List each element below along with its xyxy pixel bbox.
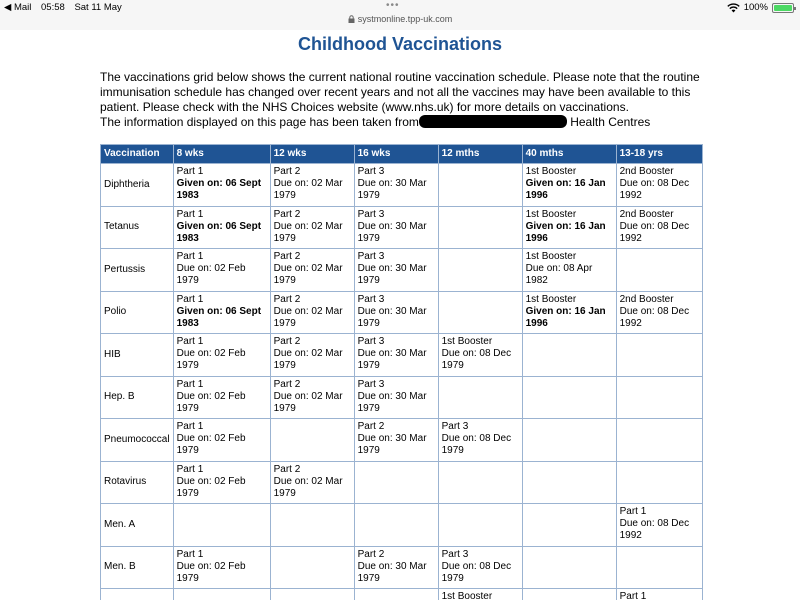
due-date: Due on: 02 Feb 1979 <box>176 348 246 371</box>
battery-icon <box>772 3 794 13</box>
schedule-cell <box>438 419 522 462</box>
dose-label: Part 3 <box>357 166 385 177</box>
status-left <box>4 2 129 13</box>
dose-label: Part 1 <box>619 591 647 600</box>
grid-header-row <box>101 145 703 164</box>
schedule-cell <box>522 291 616 334</box>
due-date: Due on: 30 Mar 1979 <box>357 220 427 244</box>
schedule-cell <box>438 504 522 547</box>
vaccine-name: Men. B <box>101 546 174 589</box>
due-date: Due on: 30 Mar 1979 <box>357 305 427 329</box>
due-date: Due on: 02 Feb 1979 <box>176 433 246 456</box>
schedule-cell <box>173 291 270 334</box>
due-date: Due on: 02 Mar 1979 <box>273 220 343 244</box>
schedule-cell <box>522 334 616 377</box>
dose-label: Part 2 <box>273 463 301 475</box>
dose-label: 2nd Booster <box>619 208 674 220</box>
due-date: Due on: 02 Mar 1979 <box>273 475 343 499</box>
vaccine-name: Diphtheria <box>101 164 174 207</box>
dose-label: Part 3 <box>441 548 469 560</box>
schedule-cell <box>354 291 438 334</box>
given-date: Given on: 06 Sept 1983 <box>176 305 262 329</box>
due-date: Due on: 02 Mar 1979 <box>273 178 343 201</box>
due-date: Due on: 02 Feb 1979 <box>176 390 246 414</box>
schedule-cell <box>354 164 438 207</box>
address-bar[interactable] <box>0 14 800 24</box>
schedule-cell <box>616 206 702 249</box>
vaccine-name: Hep. B <box>101 376 174 419</box>
source-line <box>100 115 710 130</box>
dose-label: Part 1 <box>176 208 204 220</box>
dose-label: Part 2 <box>357 421 385 432</box>
schedule-cell <box>270 589 354 600</box>
schedule-cell <box>438 376 522 419</box>
schedule-cell <box>616 249 702 292</box>
due-date: Due on: 30 Mar 1979 <box>357 390 427 414</box>
dose-label: Part 1 <box>176 166 204 177</box>
schedule-cell <box>438 589 522 600</box>
schedule-cell <box>173 334 270 377</box>
schedule-cell <box>354 334 438 377</box>
due-date: Due on: 30 Mar 1979 <box>357 263 427 286</box>
due-date: Due on: 30 Mar 1979 <box>357 348 427 371</box>
schedule-cell <box>522 249 616 292</box>
schedule-cell <box>522 419 616 462</box>
schedule-cell <box>616 376 702 419</box>
dose-label: 1st Booster <box>525 293 577 305</box>
dose-label: Part 3 <box>357 293 385 305</box>
dose-label: 1st Booster <box>525 166 577 177</box>
vaccine-name: HIB <box>101 334 174 377</box>
due-date: Due on: 30 Mar 1979 <box>357 433 427 456</box>
column-header-age: 12 mths <box>438 145 522 164</box>
vaccine-name: Polio <box>101 291 174 334</box>
schedule-cell <box>438 334 522 377</box>
schedule-cell <box>270 206 354 249</box>
ios-status-bar <box>0 0 800 30</box>
due-date: Due on: 30 Mar 1979 <box>357 560 427 584</box>
dose-label: Part 1 <box>176 421 204 432</box>
schedule-cell <box>270 504 354 547</box>
due-date: Due on: 08 Dec 1992 <box>619 220 690 244</box>
due-date: Due on: 08 Dec 1979 <box>441 560 512 584</box>
schedule-cell <box>270 419 354 462</box>
schedule-cell <box>173 164 270 207</box>
schedule-cell <box>354 206 438 249</box>
table-row <box>101 504 703 547</box>
given-date: Given on: 16 Jan 1996 <box>525 178 606 201</box>
schedule-cell <box>173 249 270 292</box>
page-title: Childhood Vaccinations <box>297 34 503 54</box>
dose-label: Part 2 <box>273 336 301 347</box>
table-row <box>101 419 703 462</box>
schedule-cell <box>616 546 702 589</box>
schedule-cell <box>354 419 438 462</box>
schedule-cell <box>522 461 616 504</box>
schedule-cell <box>522 504 616 547</box>
due-date: Due on: 02 Feb 1979 <box>176 475 246 499</box>
dose-label: Part 3 <box>357 378 385 390</box>
vaccine-name: Tetanus <box>101 206 174 249</box>
given-date: Given on: 16 Jan 1996 <box>525 305 606 329</box>
dose-label: Part 1 <box>176 336 204 347</box>
due-date: Due on: 02 Mar 1979 <box>273 348 343 371</box>
table-row <box>101 546 703 589</box>
dose-label: Part 1 <box>176 463 204 475</box>
due-date: Due on: 02 Mar 1979 <box>273 390 343 414</box>
schedule-cell <box>173 461 270 504</box>
lock-icon <box>348 15 355 23</box>
dose-label: 1st Booster <box>525 208 577 220</box>
due-date: Due on: 02 Feb 1979 <box>176 560 246 584</box>
dose-label: Part 3 <box>441 421 469 432</box>
table-row <box>101 164 703 207</box>
schedule-cell <box>522 164 616 207</box>
dose-label: 1st Booster <box>441 336 493 347</box>
column-header-age: 13-18 yrs <box>616 145 702 164</box>
schedule-cell <box>438 546 522 589</box>
column-header-age: 12 wks <box>270 145 354 164</box>
dose-label: 1st Booster <box>525 251 577 262</box>
column-header-age: 16 wks <box>354 145 438 164</box>
schedule-cell <box>616 419 702 462</box>
schedule-cell <box>354 546 438 589</box>
schedule-cell <box>270 376 354 419</box>
redacted-practice-name <box>419 115 567 128</box>
due-date: Due on: 02 Feb 1979 <box>176 263 246 286</box>
schedule-cell <box>173 206 270 249</box>
dose-label: Part 2 <box>273 208 301 220</box>
dose-label: Part 3 <box>357 336 385 347</box>
dose-label: 2nd Booster <box>619 166 674 177</box>
table-row <box>101 589 703 600</box>
schedule-cell <box>616 334 702 377</box>
dose-label: Part 2 <box>273 251 301 262</box>
schedule-cell <box>354 376 438 419</box>
dose-label: Part 1 <box>176 293 204 305</box>
due-date: Due on: 08 Dec 1992 <box>619 518 690 541</box>
schedule-cell <box>270 546 354 589</box>
schedule-cell <box>173 419 270 462</box>
schedule-cell <box>270 291 354 334</box>
source-suffix: Health Centres <box>570 115 651 129</box>
schedule-cell <box>438 291 522 334</box>
schedule-cell <box>522 206 616 249</box>
intro-text <box>100 70 710 130</box>
dose-label: Part 1 <box>176 548 204 560</box>
status-date: Sat 11 May <box>74 2 122 13</box>
column-header-vaccination: Vaccination <box>101 145 174 164</box>
schedule-cell <box>616 589 702 600</box>
dose-label: Part 1 <box>176 251 204 262</box>
dose-label: Part 1 <box>176 378 204 390</box>
schedule-cell <box>438 206 522 249</box>
schedule-cell <box>616 291 702 334</box>
schedule-cell <box>173 376 270 419</box>
status-right <box>727 2 794 13</box>
dose-label: Part 3 <box>357 251 385 262</box>
dose-label: Part 2 <box>357 548 385 560</box>
schedule-cell <box>173 546 270 589</box>
vaccine-name: Pneumococcal <box>101 419 174 462</box>
schedule-cell <box>173 589 270 600</box>
due-date: Due on: 08 Dec 1979 <box>441 348 512 371</box>
source-prefix: The information displayed on this page has been taken from <box>100 115 419 129</box>
schedule-cell <box>354 504 438 547</box>
vaccine-name: Men. A <box>101 504 174 547</box>
schedule-cell <box>270 461 354 504</box>
dose-label: 2nd Booster <box>619 293 674 305</box>
schedule-cell <box>616 164 702 207</box>
schedule-cell <box>522 589 616 600</box>
table-row <box>101 249 703 292</box>
column-header-age: 8 wks <box>173 145 270 164</box>
dose-label: Part 1 <box>619 506 647 517</box>
due-date: Due on: 02 Mar 1979 <box>273 263 343 286</box>
intro-paragraph: The vaccinations grid below shows the current national routine vaccination schedule. Please note that the routine immunisation schedule has changed over recent years and not all the vaccines may have been available to this patient. Please check with the NHS Choices website (www.nhs.uk) for more details on vaccinations. <box>100 70 700 114</box>
due-date: Due on: 08 Dec 1992 <box>619 178 690 201</box>
multitasking-dots-icon[interactable]: ••• <box>386 0 400 11</box>
schedule-cell <box>438 164 522 207</box>
back-to-mail-link[interactable]: ◀ Mail <box>4 2 32 13</box>
schedule-cell <box>270 164 354 207</box>
dose-label: Part 2 <box>273 378 301 390</box>
schedule-cell <box>354 589 438 600</box>
schedule-cell <box>354 249 438 292</box>
due-date: Due on: 30 Mar 1979 <box>357 178 427 201</box>
given-date: Given on: 06 Sept 1983 <box>176 220 262 244</box>
schedule-cell <box>354 461 438 504</box>
due-date: Due on: 08 Apr 1982 <box>525 263 593 286</box>
table-row <box>101 291 703 334</box>
schedule-cell <box>522 376 616 419</box>
grid-body <box>101 164 703 600</box>
url-text: systmonline.tpp-uk.com <box>357 14 453 24</box>
due-date: Due on: 08 Dec 1992 <box>619 305 690 329</box>
schedule-cell <box>270 249 354 292</box>
due-date: Due on: 08 Dec 1979 <box>441 433 512 456</box>
given-date: Given on: 16 Jan 1996 <box>525 220 606 244</box>
battery-percent: 100% <box>743 2 768 13</box>
vaccine-name <box>101 589 174 600</box>
column-header-age: 40 mths <box>522 145 616 164</box>
schedule-cell <box>438 461 522 504</box>
table-row <box>101 461 703 504</box>
table-row <box>101 334 703 377</box>
schedule-cell <box>438 249 522 292</box>
dose-label: Part 2 <box>273 166 301 177</box>
table-row <box>101 376 703 419</box>
vaccine-name: Pertussis <box>101 249 174 292</box>
schedule-cell <box>270 334 354 377</box>
schedule-cell <box>173 504 270 547</box>
schedule-cell <box>616 504 702 547</box>
vaccination-grid <box>100 144 703 600</box>
dose-label: Part 3 <box>357 208 385 220</box>
dose-label: 1st Booster <box>441 591 493 600</box>
dose-label: Part 2 <box>273 293 301 305</box>
due-date: Due on: 02 Mar 1979 <box>273 305 343 329</box>
schedule-cell <box>522 546 616 589</box>
given-date: Given on: 06 Sept 1983 <box>176 178 262 201</box>
table-row <box>101 206 703 249</box>
wifi-icon <box>727 3 740 13</box>
status-time: 05:58 <box>41 2 65 13</box>
vaccine-name: Rotavirus <box>101 461 174 504</box>
schedule-cell <box>616 461 702 504</box>
